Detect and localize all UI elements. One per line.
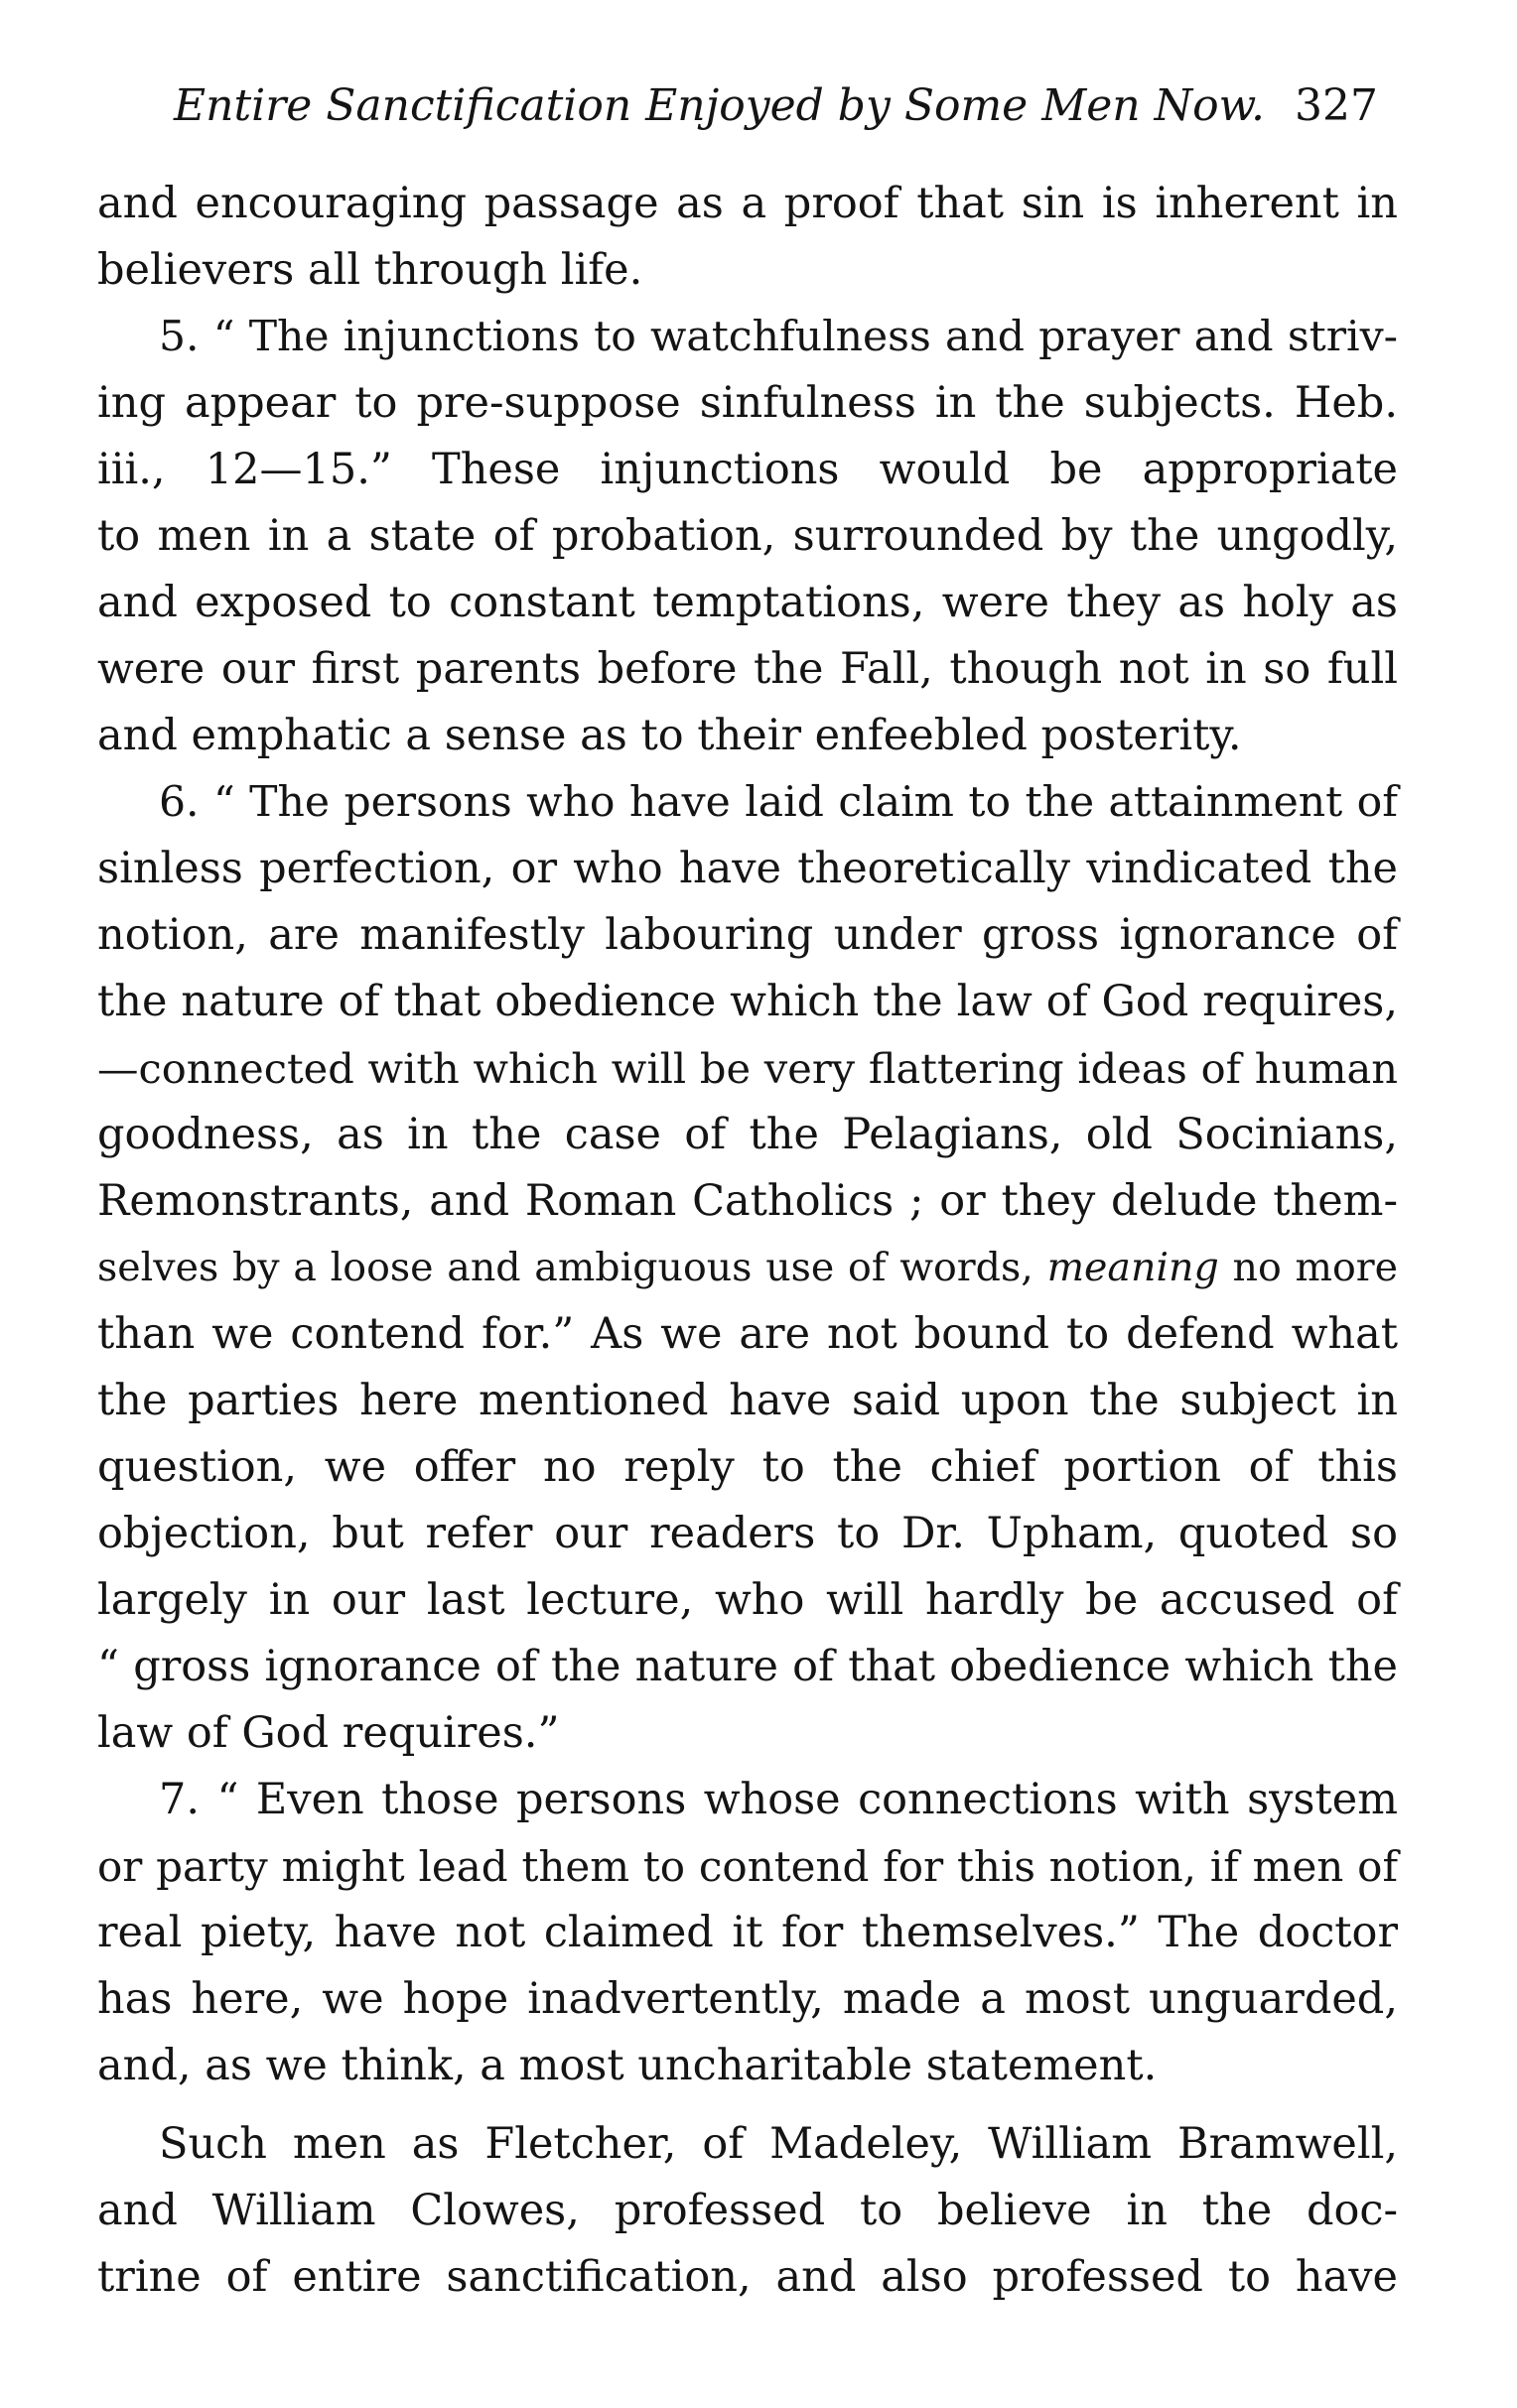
- text-line: trine of entire sanctification, and also professed to have: [97, 2252, 1398, 2302]
- text-line: ing appear to pre-suppose sinfulness in the subjects. Heb.: [97, 378, 1398, 428]
- paragraph-gap: [97, 2099, 1398, 2111]
- body-text: [97, 171, 1398, 2311]
- text-line: to men in a state of probation, surrounded by the ungodly,: [97, 511, 1398, 561]
- text-line: the parties here mentioned have said upon the subject in: [97, 1376, 1398, 1425]
- text-line: notion, are manifestly labouring under gross ignorance of: [97, 910, 1398, 960]
- text-line: believers all through life.: [97, 245, 643, 295]
- text-line: 5. “ The injunctions to watchfulness and prayer and striv-: [159, 313, 1398, 361]
- text-line: —connected with which will be very flattering ideas of human: [97, 1044, 1398, 1093]
- text-line: or party might lead them to contend for this notion, if men of: [97, 1842, 1398, 1891]
- text-line: Such men as Fletcher, of Madeley, William Bramwell,: [159, 2119, 1398, 2169]
- text-line: real piety, have not claimed it for themselves.” The doctor: [97, 1908, 1398, 1957]
- paragraph-continuation: [97, 171, 1398, 304]
- text-line-with-italic: [97, 1235, 1398, 1301]
- text-line: and encouraging passage as a proof that sin is inherent in: [97, 179, 1398, 228]
- text-line: goodness, as in the case of the Pelagians, old Socinians,: [97, 1110, 1398, 1159]
- text-line: than we contend for.” As we are not bound to defend what: [97, 1309, 1398, 1359]
- text-line: Remonstrants, and Roman Catholics ; or they delude them-: [97, 1176, 1398, 1226]
- text-line: objection, but refer our readers to Dr. Upham, quoted so: [97, 1509, 1398, 1558]
- text-line: has here, we hope inadvertently, made a most unguarded,: [97, 1974, 1398, 2024]
- paragraph-objection-6: [97, 769, 1398, 1767]
- text-line: sinless perfection, or who have theoretically vindicated the: [97, 844, 1398, 893]
- text-line: iii., 12—15.” These injunctions would be appropriate: [97, 445, 1398, 494]
- text-line: law of God requires.”: [97, 1708, 560, 1758]
- text-line: the nature of that obedience which the law of God requires,: [97, 977, 1398, 1026]
- text-line: and, as we think, a most uncharitable statement.: [97, 2041, 1158, 2090]
- text-line: and emphatic a sense as to their enfeebled posterity.: [97, 711, 1242, 760]
- italic-word: meaning: [1046, 1245, 1219, 1290]
- text-line: largely in our last lecture, who will hardly be accused of: [97, 1575, 1398, 1625]
- paragraph-such-men: [97, 2111, 1398, 2311]
- text-line: and exposed to constant temptations, were they as holy as: [97, 578, 1398, 627]
- running-head-title: Entire Sanctification Enjoyed by Some Men Now.: [174, 80, 1266, 131]
- running-head: [174, 71, 1378, 141]
- text-line: 7. “ Even those persons whose connections with system: [159, 1775, 1398, 1824]
- page-number: 327: [1295, 80, 1378, 131]
- text-line: were our first parents before the Fall, though not in so full: [97, 644, 1398, 694]
- text-line: and William Clowes, professed to believe in the doc-: [97, 2186, 1398, 2235]
- paragraph-objection-7: [97, 1767, 1398, 2099]
- text-line: question, we offer no reply to the chief portion of this: [97, 1442, 1398, 1492]
- text-line: 6. “ The persons who have laid claim to the attainment of: [159, 778, 1398, 827]
- paragraph-objection-5: [97, 304, 1398, 769]
- text-segment: selves by a loose and ambiguous use of words,: [97, 1245, 1034, 1290]
- text-segment: no more: [1232, 1245, 1398, 1290]
- text-line: “ gross ignorance of the nature of that obedience which the: [97, 1642, 1398, 1691]
